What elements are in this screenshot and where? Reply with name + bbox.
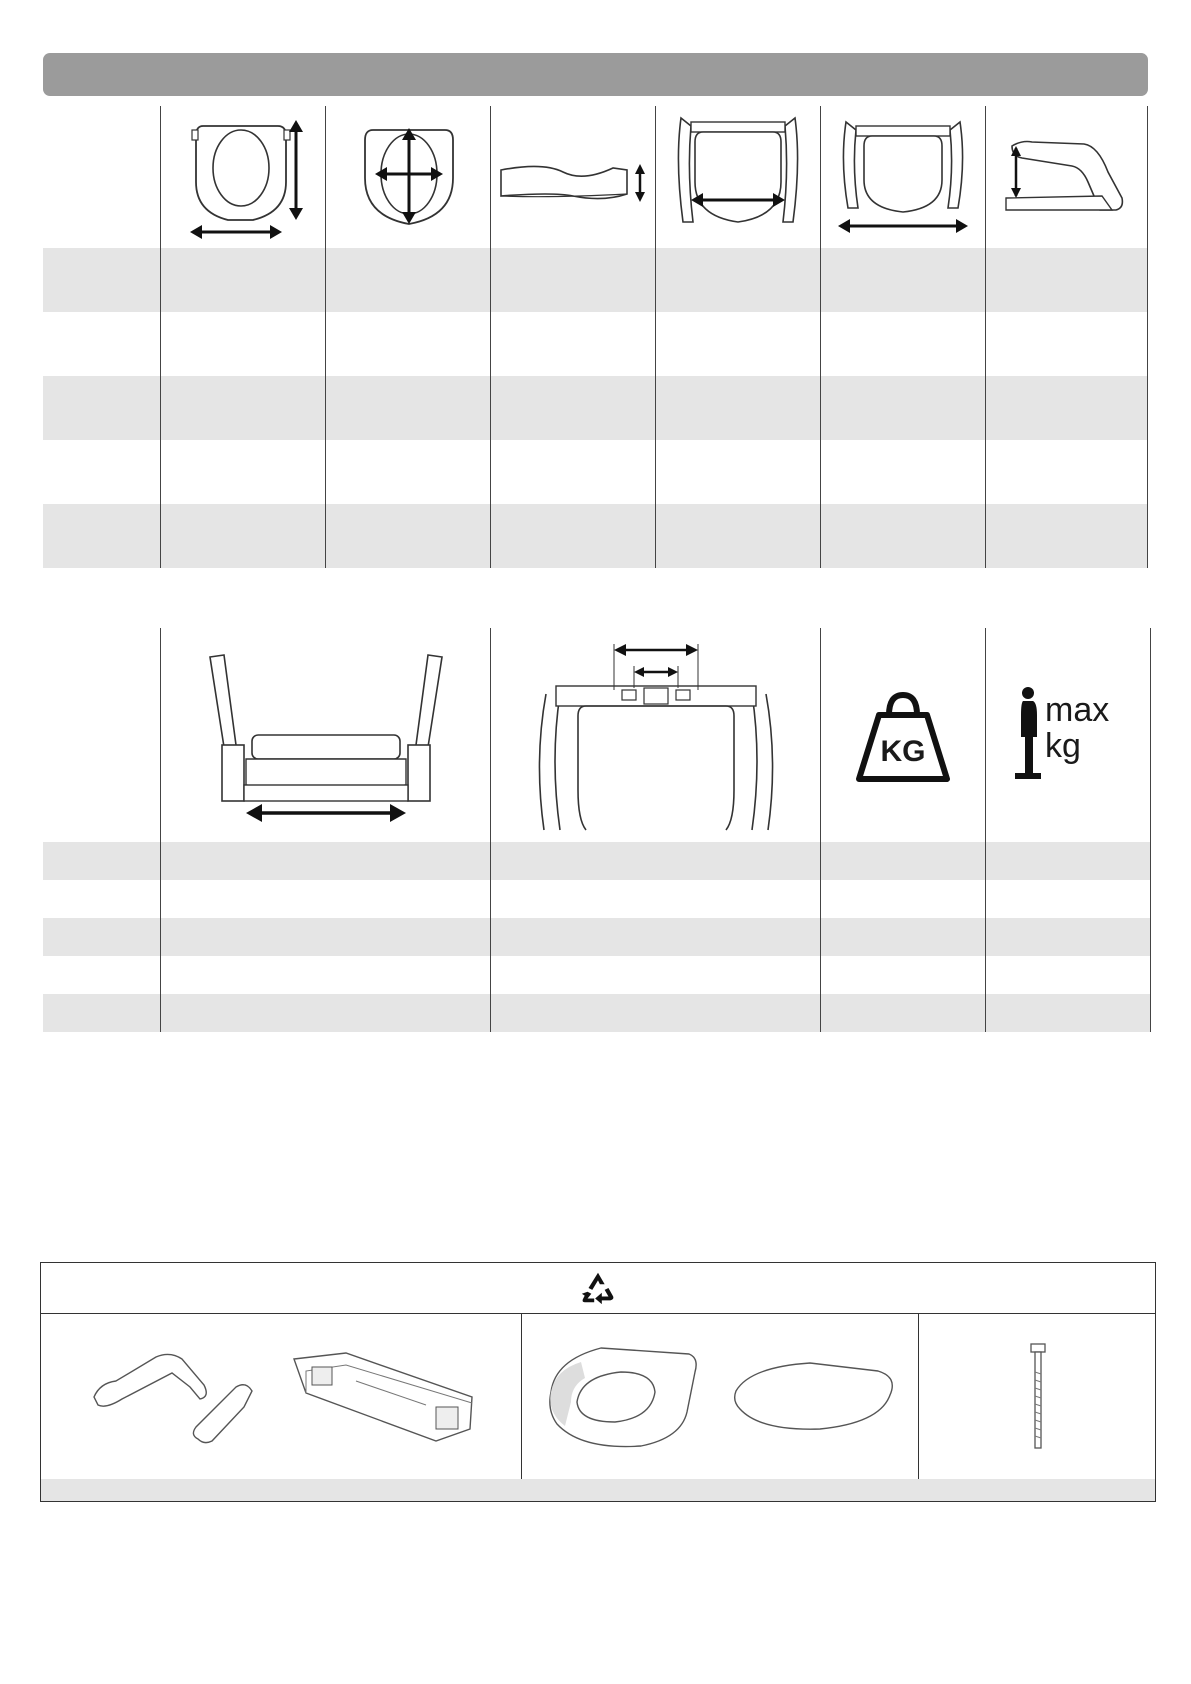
armrest-parts-icon	[86, 1347, 256, 1447]
table-row	[43, 376, 1148, 440]
table-row	[43, 504, 1148, 568]
seat-height-diagram-icon	[491, 106, 655, 248]
recycling-table	[40, 1262, 1156, 1502]
max-user-weight-icon	[986, 628, 1150, 842]
kg-unit-label: kg	[1045, 727, 1081, 765]
table-row	[41, 1479, 1155, 1501]
table-row	[43, 248, 1148, 312]
max-label: max	[1045, 691, 1110, 729]
dimensions-table	[43, 106, 1148, 568]
seat-opening-diagram-icon	[326, 106, 490, 248]
seat-ring-icon	[541, 1342, 706, 1452]
bracket-spacing-diagram-icon	[491, 628, 820, 842]
specifications-table	[43, 628, 1151, 1032]
lid-icon	[730, 1357, 900, 1437]
bolt-icon	[1023, 1342, 1053, 1452]
product-weight-kg-icon	[821, 628, 985, 842]
armrest-span-diagram-icon	[161, 628, 490, 842]
section-header-bar	[43, 53, 1148, 96]
kg-label: KG	[880, 735, 926, 768]
overall-width-diagram-icon	[821, 106, 985, 248]
frame-bracket-icon	[286, 1347, 476, 1447]
seat-length-width-diagram-icon	[161, 106, 325, 248]
recycle-icon	[579, 1269, 617, 1307]
recycling-header	[41, 1263, 1155, 1314]
armrest-height-diagram-icon	[986, 106, 1148, 248]
width-between-armrests-diagram-icon	[656, 106, 820, 248]
